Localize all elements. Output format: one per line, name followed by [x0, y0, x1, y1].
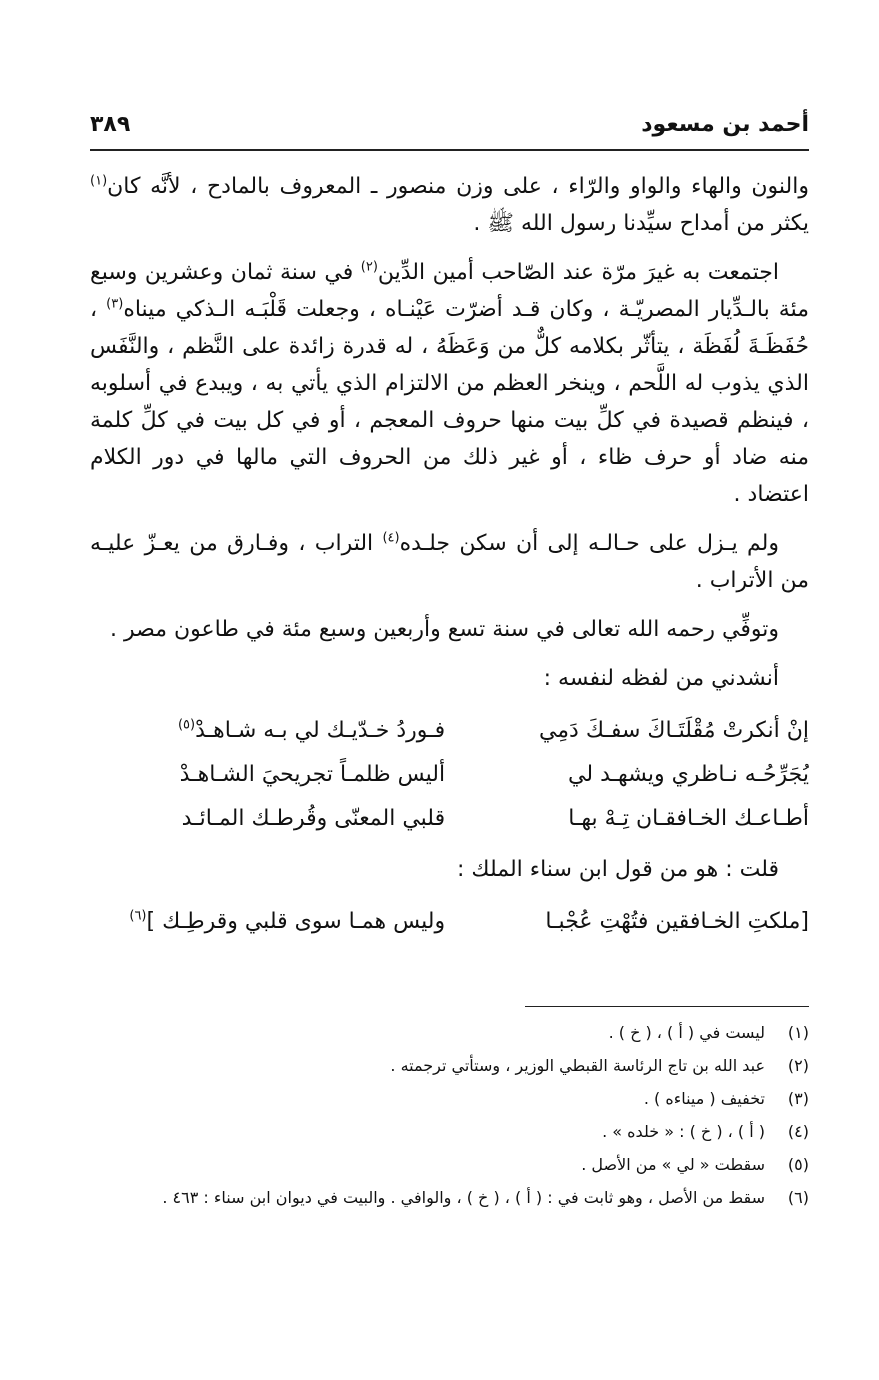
verse-line [90, 900, 809, 944]
footnote-rule [525, 1006, 809, 1007]
paragraph-3-text-b: التراب ، وفـارق من يعـزّ عليـه من الأتراب . [90, 531, 809, 593]
footnote-number: (٦) [787, 1188, 809, 1207]
poem [90, 709, 809, 841]
footnote-text: سقط من الأصل ، وهو ثابت في : ( أ ) ، ( خ ) ، والوافي . والبيت في ديوان ابن سناء : ٤٦٣ . [162, 1188, 765, 1207]
verse-second-hemistich [90, 709, 445, 753]
paragraph-2-text-a: اجتمعت به غيرَ مرّة عند الصّاحب أمين الدِّين [377, 260, 779, 285]
footnote-number: (٢) [787, 1056, 809, 1075]
footnote-number: (٤) [787, 1122, 809, 1141]
footnote [90, 1181, 809, 1214]
footnote [90, 1115, 809, 1148]
paragraph-6: قلت : هو من قول ابن سناء الملك : [457, 857, 779, 882]
verse-line [90, 753, 809, 797]
verse-line [90, 709, 809, 753]
verse-first-hemistich: يُجَرِّحُـه نـاظري ويشهـد لي [568, 762, 809, 787]
footnote [90, 1148, 809, 1181]
paragraph-1-text-b: يكثر من أمداح سيِّدنا رسول الله ﷺ . [473, 211, 809, 236]
footnote-text: عبد الله بن تاج الرئاسة القبطي الوزير ، وستأتي ترجمته . [390, 1056, 765, 1075]
paragraph-1-text-a: والنون والهاء والواو والرّاء ، على وزن منصور ـ المعروف بالمادح ، لأنَّه كان [107, 174, 809, 199]
footnote-ref-3: (٣) [106, 296, 124, 312]
paragraph-3 [90, 525, 809, 599]
paragraph-4: وتوفِّي رحمه الله تعالى في سنة تسع وأربعين وسبع مئة في طاعون مصر . [110, 617, 779, 642]
running-head: أحمد بن مسعود [641, 112, 809, 137]
footnote-text: ( أ ) ، ( خ ) : « خلده » . [602, 1122, 765, 1141]
poem-2 [90, 900, 809, 944]
footnotes [90, 1016, 809, 1214]
footnote [90, 1082, 809, 1115]
main-text [90, 168, 809, 944]
footnote-ref-2: (٢) [360, 259, 378, 275]
footnote [90, 1016, 809, 1049]
verse-second-hemistich-text: وليس همـا سوى قلبي وقرطِـك ] [146, 909, 446, 934]
footnote-ref-5: (٥) [177, 717, 196, 733]
footnote-number: (٥) [787, 1155, 809, 1174]
page-header [90, 112, 809, 148]
verse-second-hemistich: قلبي المعنّى وقُرطـك المـائـد [181, 806, 446, 831]
paragraph-5: أنشدني من لفظه لنفسه : [543, 666, 779, 691]
paragraph-2-text-b: في سنة ثمان وعشرين وسبع مئة بالـدِّيار المصريّـة ، وكان قـد أضرّت عَيْنـاه ، وجعلت قَلْبَـه الـذكي ميناه [90, 260, 810, 322]
verse-line [90, 797, 809, 841]
verse-first-hemistich: أطـاعـك الخـافقـان تِـهْ بهـا [568, 806, 809, 831]
paragraph-2 [90, 254, 809, 513]
paragraph-2-text-c: ، حُفَظَـةَ لُفَظَة ، يتأثّر بكلامه كلٌّ من وَعَظَهُ ، له قدرة زائدة على النَّظم ، والنَّفَس الذي يذوب له اللَّحم ، وينخر العظم من الالتزام الذي يأتي به ، ويبدع في أسلوبه ، فينظم قصيدة في كلِّ بيت منها حروف المعجم ، أو في كل بيت في كلِّ كلمة منه ضاد أو حرف ظاء ، أو غير ذلك من الحروف التي مالها في دور الكلام اعتضاد . [90, 297, 809, 507]
footnote [90, 1049, 809, 1082]
footnote-ref-4: (٤) [382, 530, 400, 546]
paragraph-1 [90, 168, 809, 242]
verse-second-hemistich: أليس ظلمـاً تجريحيَ الشـاهـدْ [179, 762, 446, 787]
paragraph-3-text-a: ولم يـزل على حـالـه إلى أن سكن جلـده [399, 531, 779, 556]
footnote-number: (٣) [787, 1089, 809, 1108]
footnote-ref-6: (٦) [129, 908, 147, 924]
verse-first-hemistich: إنْ أنكرتْ مُقْلَتَـاكَ سفـكَ دَمِي [538, 718, 809, 743]
footnote-ref-1: (١) [90, 173, 108, 189]
verse-first-hemistich: [ملكتِ الخـافقين فتُهْتِ عُجْبـا [545, 909, 809, 934]
verse-second-hemistich [90, 900, 445, 944]
footnote-text: تخفيف ( ميناءه ) . [643, 1089, 765, 1108]
footnote-text: سقطت « لي » من الأصل . [581, 1155, 765, 1174]
footnote-number: (١) [787, 1023, 809, 1042]
footnote-text: ليست في ( أ ) ، ( خ ) . [608, 1023, 765, 1042]
page-number: ٣٨٩ [90, 112, 131, 137]
header-rule [90, 149, 809, 151]
verse-second-hemistich-text: فـوردُ خـدّيـك لي بـه شـاهـدْ [195, 718, 446, 743]
